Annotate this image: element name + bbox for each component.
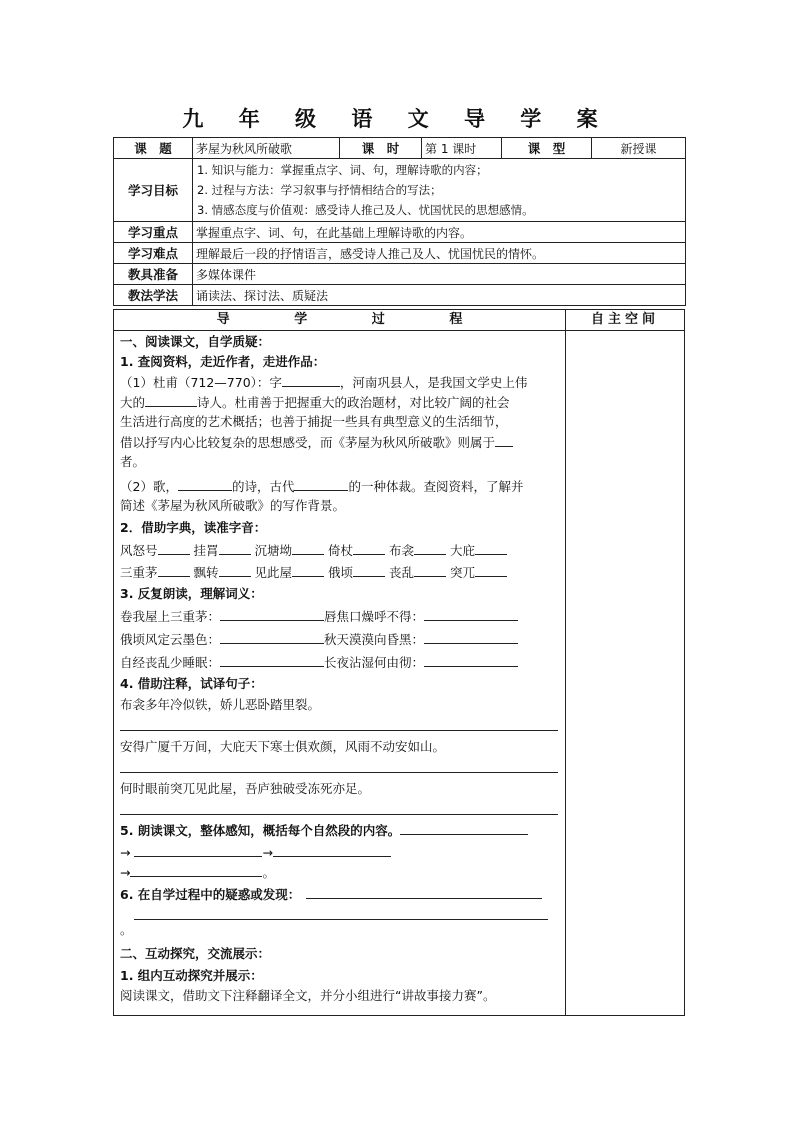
goal-item: 2. 过程与方法：学习叙事与抒情相结合的写法； [197,183,442,197]
blank-poet-type[interactable] [145,392,197,407]
summary-row-2: → 。 [120,862,275,882]
summary-row-1: → → [120,842,391,862]
blank-vocab[interactable] [220,606,324,621]
blank-pinyin[interactable] [219,540,251,555]
step-5-heading: 5. 朗读课文，整体感知，概括每个自然段的内容。 [120,820,528,840]
hours-label: 课 时 [340,138,422,159]
difficulty-label: 学习难点 [114,243,193,264]
step-1-heading: 1. 查阅资料，走近作者，走进作品： [120,354,326,369]
answer-line[interactable] [120,730,558,731]
goals-cell [193,159,686,222]
self-study-space-header: 自主空间 [590,312,659,327]
step-3-heading: 3. 反复朗读，理解词义： [120,586,263,601]
hours-value: 第 1 课时 [422,138,502,159]
method-value: 诵读法、探讨法、质疑法 [193,285,686,306]
pronunciation-row-2: 三重茅 飘转 见此屋 俄顷 丧乱 突兀 [120,562,507,582]
blank-pinyin[interactable] [158,562,190,577]
blank-vocab[interactable] [220,629,324,644]
blank-summary[interactable] [400,820,528,835]
answer-line[interactable] [120,772,558,773]
blank-vocab[interactable] [220,652,324,667]
blank-summary[interactable] [273,842,391,857]
process-header: 导 学 过 程 [216,312,463,327]
blank-pinyin[interactable] [158,540,190,555]
genre-line-2: 简述《茅屋为秋风所破歌》的写作背景。 [120,498,346,513]
blank-courtesy-name[interactable] [282,372,340,387]
author-line-5: 者。 [120,454,146,469]
difficulty-value: 理解最后一段的抒情语言，感受诗人推己及人、忧国忧民的情怀。 [193,243,686,264]
vocab-row-2: 俄顷风定云墨色： 秋天漠漠向昏黑： [120,629,518,649]
blank-questions[interactable] [306,884,542,899]
author-line-2: 大的 诗人。杜甫善于把握重大的政治题材，对比较广阔的社会 [120,392,510,412]
section-1-heading: 一、阅读课文，自学质疑： [120,334,271,349]
author-line-1: （1）杜甫（712—770）：字 ，河南巩县人，是我国文学史上伟 [120,372,527,392]
key-value: 掌握重点字、词、句，在此基础上理解诗歌的内容。 [193,222,686,243]
step-2-1-heading: 1. 组内互动探究并展示： [120,968,263,983]
translate-sentence-2: 安得广厦千万间，大庇天下寒士俱欢颜，风雨不动安如山。 [120,739,446,754]
topic-label: 课 题 [114,138,193,159]
blank-pinyin[interactable] [414,562,446,577]
step-2-heading: 2．借助字典，读准字音： [120,520,267,535]
column-divider [565,310,566,1015]
topic-value: 茅屋为秋风所破歌 [193,138,340,159]
vocab-row-1: 卷我屋上三重茅： 唇焦口燥呼不得： [120,606,518,626]
blank-genre-1[interactable] [178,476,232,491]
author-line-4: 借以抒写内心比较复杂的思想感受，而《茅屋为秋风所破歌》则属于 [120,432,513,452]
relay-task: 阅读课文，借助文下注释翻译全文，并分小组进行“讲故事接力赛”。 [120,988,496,1003]
blank-pinyin[interactable] [292,562,324,577]
pronunciation-row-1: 风怒号 挂罥 沉塘坳 倚杖 布衾 大庇 [120,540,507,560]
step-6-heading: 6. 在自学过程中的疑惑或发现： [120,884,542,904]
blank-category[interactable] [495,432,513,447]
blank-pinyin[interactable] [475,562,507,577]
key-label: 学习重点 [114,222,193,243]
vocab-row-3: 自经丧乱少睡眠： 长夜沾湿何由彻： [120,652,518,672]
goal-item: 3. 情感态度与价值观：感受诗人推己及人、忧国忧民的思想感情。 [197,203,534,217]
type-value: 新授课 [592,138,686,159]
blank-vocab[interactable] [424,629,518,644]
translate-sentence-1: 布衾多年冷似铁，娇儿恶卧踏里裂。 [120,697,321,712]
answer-line[interactable] [134,919,548,920]
blank-pinyin[interactable] [292,540,324,555]
type-label: 课 型 [502,138,592,159]
blank-pinyin[interactable] [475,540,507,555]
section-2-heading: 二、互动探究，交流展示： [120,946,271,961]
author-line-3: 生活进行高度的艺术概括；也善于捕捉一些具有典型意义的生活细节， [120,414,508,429]
period-mark: 。 [120,922,133,937]
answer-line[interactable] [120,814,558,815]
translate-sentence-3: 何时眼前突兀见此屋，吾庐独破受冻死亦足。 [120,781,371,796]
step-4-heading: 4. 借助注释，试译句子： [120,676,263,691]
blank-pinyin[interactable] [414,540,446,555]
blank-pinyin[interactable] [219,562,251,577]
genre-line-1: （2）歌， 的诗，古代 的一种体裁。查阅资料，了解并 [120,476,523,496]
blank-vocab[interactable] [424,652,518,667]
prep-value: 多媒体课件 [193,264,686,285]
guided-learning-section [113,309,685,1016]
method-label: 教法学法 [114,285,193,306]
blank-vocab[interactable] [424,606,518,621]
blank-summary[interactable] [134,842,262,857]
blank-pinyin[interactable] [353,562,385,577]
blank-pinyin[interactable] [353,540,385,555]
blank-genre-2[interactable] [294,476,348,491]
page-title: 九 年 级 语 文 导 学 案 [182,106,612,131]
goals-label: 学习目标 [114,159,193,222]
goal-item: 1. 知识与能力：掌握重点字、词、句，理解诗歌的内容； [197,163,488,177]
prep-label: 教具准备 [114,264,193,285]
blank-summary[interactable] [130,862,262,877]
lesson-info-table [113,137,686,306]
